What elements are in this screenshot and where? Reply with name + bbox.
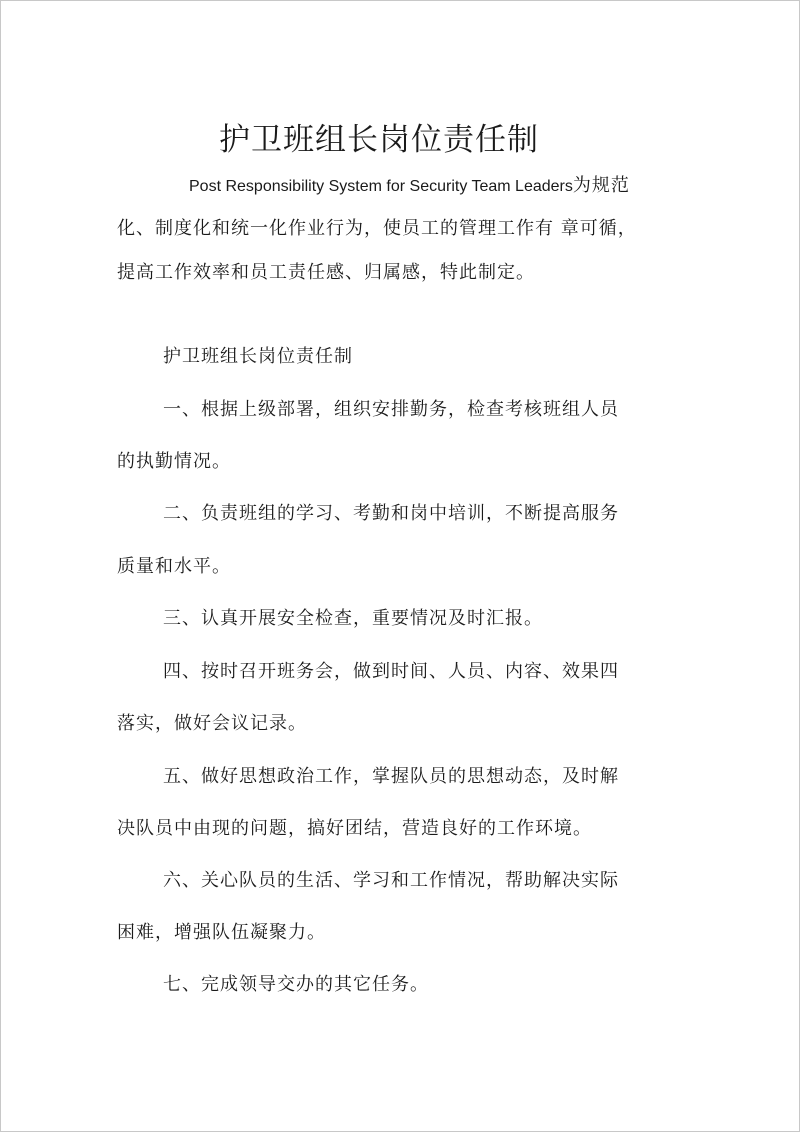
item-6-line-2: 困难，增强队伍凝聚力。 — [117, 922, 326, 943]
intro-english-title: Post Responsibility System for Security Team Leaders — [189, 178, 573, 195]
intro-line-1 — [189, 171, 630, 197]
item-4-line-1: 四、按时召开班务会，做到时间、人员、内容、效果四 — [163, 661, 619, 682]
item-1-line-2: 的执勤情况。 — [117, 451, 231, 472]
item-1-line-1: 一、根据上级部署，组织安排勤务，检查考核班组人员 — [163, 399, 619, 420]
item-7-line-1: 七、完成领导交办的其它任务。 — [163, 974, 429, 995]
item-6-line-1: 六、关心队员的生活、学习和工作情况，帮助解决实际 — [163, 870, 619, 891]
intro-line-1-cn: 为规范 — [572, 175, 630, 196]
item-5-line-2: 决队员中由现的问题，搞好团结，营造良好的工作环境。 — [117, 818, 592, 839]
item-4-line-2: 落实，做好会议记录。 — [117, 713, 307, 734]
item-3-line-1: 三、认真开展安全检查，重要情况及时汇报。 — [163, 608, 543, 629]
item-2-line-2: 质量和水平。 — [117, 556, 231, 577]
section-subtitle: 护卫班组长岗位责任制 — [163, 346, 353, 367]
item-2-line-1: 二、负责班组的学习、考勤和岗中培训，不断提高服务 — [163, 503, 619, 524]
intro-line-3: 提高工作效率和员工责任感、归属感，特此制定。 — [117, 262, 535, 283]
intro-line-2: 化、制度化和统一化作业行为，使员工的管理工作有 章可循， — [117, 218, 637, 239]
document-title: 护卫班组长岗位责任制 — [219, 122, 539, 158]
item-5-line-1: 五、做好思想政治工作，掌握队员的思想动态，及时解 — [163, 766, 619, 787]
